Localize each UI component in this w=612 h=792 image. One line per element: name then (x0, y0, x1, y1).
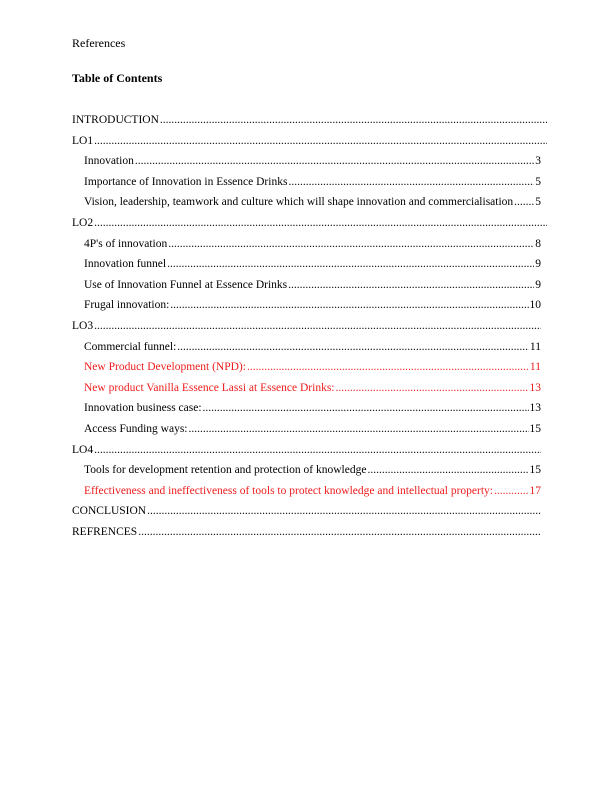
toc-entry-page-number: 9 (535, 278, 541, 291)
toc-entry[interactable] (72, 112, 548, 133)
toc-entry-page-number: 15 (529, 464, 541, 477)
toc-entry-page-number: 11 (529, 340, 541, 353)
toc-entry-label: Tools for development retention and protection of knowledge (84, 464, 367, 477)
toc-entry[interactable] (72, 359, 541, 380)
toc-entry-label: New product Vanilla Essence Lassi at Essence Drinks: (84, 381, 335, 394)
toc-dot-leader (168, 236, 534, 252)
toc-entry-page-number: 17 (529, 484, 541, 497)
toc-dot-leader (170, 297, 528, 313)
toc-entry-label: Effectiveness and ineffectiveness of tools to protect knowledge and intellectual property: (84, 484, 493, 497)
toc-entry[interactable] (72, 483, 541, 504)
toc-entry-label: Innovation business case: (84, 402, 202, 415)
toc-dot-leader (288, 277, 534, 293)
toc-entry-page-number: 10 (529, 299, 541, 312)
toc-entry-label: Innovation (84, 155, 134, 168)
toc-entry-label: LO4 (72, 443, 94, 456)
toc-entry[interactable] (72, 318, 542, 339)
toc-dot-leader (94, 442, 541, 458)
toc-entry[interactable] (72, 174, 541, 195)
toc-entry-label: Use of Innovation Funnel at Essence Drinks (84, 278, 288, 291)
toc-entry-page-number: 15 (529, 422, 541, 435)
toc-entry[interactable] (72, 524, 542, 545)
table-of-contents (72, 112, 548, 544)
toc-entry[interactable] (72, 442, 542, 463)
toc-entry[interactable] (72, 153, 541, 174)
page-header: References (72, 36, 126, 50)
toc-entry[interactable] (72, 194, 541, 215)
toc-dot-leader (335, 380, 528, 396)
toc-entry-label: CONCLUSION (72, 505, 147, 518)
toc-entry-label: Innovation funnel (84, 258, 167, 271)
toc-entry[interactable] (72, 256, 541, 277)
toc-entry-label: INTRODUCTION (72, 114, 159, 126)
toc-entry-page-number: 11 (529, 361, 541, 374)
toc-entry[interactable] (72, 503, 542, 524)
toc-dot-leader (167, 256, 534, 272)
toc-dot-leader (494, 483, 529, 499)
toc-entry-page-number: 3 (535, 155, 541, 168)
toc-entry-page-number: 9 (535, 258, 541, 271)
toc-entry-label: Frugal innovation: (84, 299, 170, 312)
toc-entry-label: Commercial funnel: (84, 340, 177, 353)
toc-dot-leader (514, 194, 534, 210)
toc-dot-leader (247, 359, 529, 375)
toc-entry[interactable] (72, 297, 541, 318)
toc-title: Table of Contents (72, 71, 163, 85)
toc-entry-page-number: 8 (535, 237, 541, 250)
toc-entry-page-number: 13 (529, 381, 541, 394)
toc-dot-leader (367, 462, 528, 478)
toc-entry-label: New Product Development (NPD): (84, 361, 246, 374)
toc-entry-label: LO2 (72, 216, 94, 229)
toc-entry[interactable] (72, 277, 541, 298)
toc-entry-label: Access Funding ways: (84, 422, 188, 435)
toc-dot-leader (288, 174, 534, 190)
toc-entry-label: Importance of Innovation in Essence Drinks (84, 175, 288, 188)
toc-dot-leader (94, 215, 547, 231)
toc-entry-page-number: 5 (535, 196, 541, 209)
toc-dot-leader (94, 318, 541, 334)
toc-entry[interactable] (72, 215, 548, 236)
toc-entry-label: Vision, leadership, teamwork and culture which will shape innovation and commercialisation (84, 196, 514, 209)
toc-entry-page-number: 5 (535, 175, 541, 188)
toc-entry-label: LO3 (72, 319, 94, 332)
toc-entry[interactable] (72, 400, 541, 421)
toc-entry-label: LO1 (72, 134, 94, 147)
toc-dot-leader (138, 524, 541, 540)
toc-entry-label: REFRENCES (72, 525, 138, 538)
toc-dot-leader (203, 400, 529, 416)
toc-entry-page-number: 13 (529, 402, 541, 415)
toc-entry-label: 4P's of innovation (84, 237, 168, 250)
toc-entry[interactable] (72, 380, 541, 401)
toc-entry[interactable] (72, 462, 541, 483)
toc-dot-leader (147, 503, 541, 519)
toc-dot-leader (135, 153, 534, 169)
toc-entry[interactable] (72, 133, 548, 154)
toc-entry[interactable] (72, 236, 541, 257)
toc-dot-leader (189, 421, 529, 437)
toc-dot-leader (160, 112, 547, 128)
toc-entry[interactable] (72, 339, 541, 360)
toc-entry[interactable] (72, 421, 541, 442)
toc-dot-leader (177, 339, 529, 355)
toc-dot-leader (94, 133, 547, 149)
